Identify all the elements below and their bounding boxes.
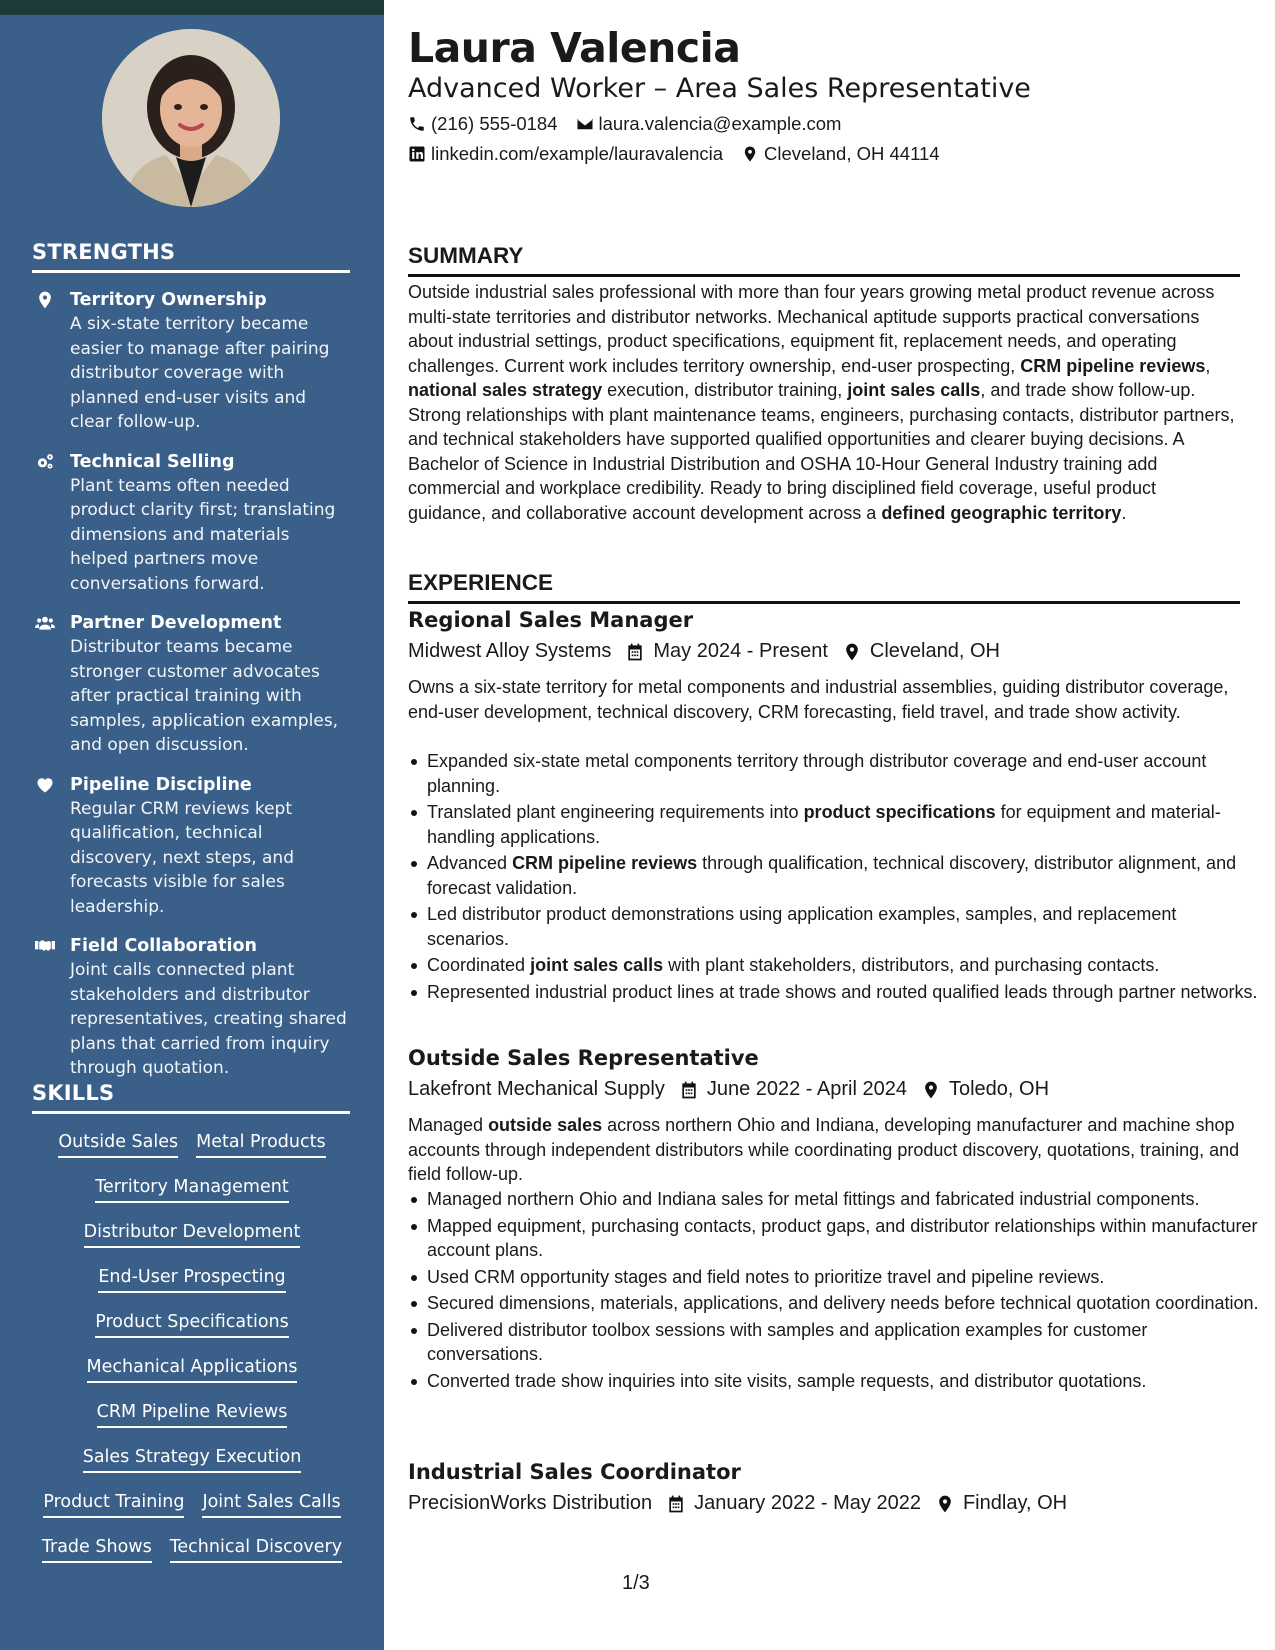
linkedin-icon <box>408 145 426 163</box>
job-bullet: Secured dimensions, materials, applications, and delivery needs before technical quotation coordination. <box>427 1291 1259 1316</box>
skill-tag: CRM Pipeline Reviews <box>97 1400 288 1428</box>
sidebar <box>0 0 384 1650</box>
location-contact <box>741 143 940 165</box>
skills-list <box>22 1130 362 1563</box>
skill-tag: Sales Strategy Execution <box>83 1445 302 1473</box>
linkedin-contact[interactable] <box>408 143 723 165</box>
strengths-heading: STRENGTHS <box>32 240 350 273</box>
phone-contact <box>408 113 558 135</box>
strengths-list <box>32 288 352 1096</box>
summary-text: Outside industrial sales professional with more than four years growing metal product revenue across multi-state territories and distributor networks. Mechanical aptitude supports practical conversations about industrial settings, product specifications, equipment fit, replacement needs, and operating challenges. Current work includes territory ownership, end-user prospecting, CRM pipeline reviews, national sales strategy execution, distributor training, joint sales calls, and trade show follow-up. Strong relationships with plant maintenance teams, engineers, purchasing contacts, distributor partners, and technical stakeholders have supported qualified opportunities and clearer buying decisions. A Bachelor of Science in Industrial Distribution and OSHA 10-Hour General Industry training add commercial and workplace credibility. Ready to bring disciplined field coverage, useful product guidance, and collaborative account development across a defined geographic territory. <box>408 282 1235 523</box>
strength-title: Field Collaboration <box>70 936 257 956</box>
job-company: Lakefront Mechanical Supply <box>408 1078 665 1100</box>
skill-tag: Trade Shows <box>42 1535 152 1563</box>
strength-title: Territory Ownership <box>70 290 267 310</box>
strength-title: Pipeline Discipline <box>70 774 252 795</box>
sidebar-top-strip <box>0 0 384 15</box>
envelope-icon <box>576 115 594 133</box>
job-bullet: Used CRM opportunity stages and field notes to prioritize travel and pipeline reviews. <box>427 1265 1259 1290</box>
skill-tag: Technical Discovery <box>170 1535 342 1563</box>
job-bullet: Coordinated joint sales calls with plant stakeholders, distributors, and purchasing contacts. <box>427 953 1259 978</box>
job-location: Cleveland, OH <box>869 640 1000 662</box>
strength-item <box>32 611 352 758</box>
phone-text: (216) 555-0184 <box>431 113 558 134</box>
job-description: Managed outside sales across northern Ohio and Indiana, developing manufacturer and machine shop accounts through independent distributors while coordinating product discovery, quotations, training, and field follow-up. <box>408 1115 1240 1184</box>
phone-icon <box>408 115 426 133</box>
location-text: Cleveland, OH 44114 <box>764 143 940 164</box>
users-icon <box>32 612 58 634</box>
skill-tag: Outside Sales <box>58 1130 178 1158</box>
job-description: Owns a six-state territory for metal components and industrial assemblies, guiding distributor coverage, end-user development, technical discovery, CRM forecasting, field travel, and trade show activity. <box>408 677 1229 722</box>
contact-row-1 <box>408 113 859 135</box>
strength-description: A six-state territory became easier to manage after pairing distributor coverage with planned end-user visits and clear follow-up. <box>70 314 330 432</box>
gears-icon <box>32 451 58 473</box>
candidate-name: Laura Valencia <box>408 24 741 72</box>
job-bullet: Expanded six-state metal components territory through distributor coverage and end-user account planning. <box>427 749 1259 798</box>
job-dates: June 2022 - April 2024 <box>706 1078 907 1100</box>
map-pin-icon <box>842 642 862 662</box>
job-company: Midwest Alloy Systems <box>408 640 612 662</box>
summary-heading: SUMMARY <box>408 243 1240 277</box>
job-meta <box>408 1078 1049 1101</box>
candidate-title: Advanced Worker – Area Sales Representative <box>408 73 1031 104</box>
strength-description: Regular CRM reviews kept qualification, technical discovery, next steps, and forecasts visible for sales leadership. <box>70 798 294 917</box>
strength-item <box>32 934 352 1081</box>
email-text[interactable]: laura.valencia@example.com <box>598 113 842 134</box>
strength-title: Partner Development <box>70 613 282 633</box>
skill-tag: Product Specifications <box>95 1310 288 1338</box>
page-number: 1/3 <box>622 1572 650 1594</box>
job-bullet: Represented industrial product lines at trade shows and routed qualified leads through partner networks. <box>427 980 1259 1005</box>
job-bullets <box>408 1187 1259 1395</box>
job-location: Toledo, OH <box>948 1078 1050 1100</box>
job-bullet: Converted trade show inquiries into site visits, sample requests, and distributor quotations. <box>427 1369 1259 1394</box>
map-pin-icon <box>32 289 58 311</box>
job-meta <box>408 640 1000 663</box>
job-bullet: Managed northern Ohio and Indiana sales for metal fittings and fabricated industrial components. <box>427 1187 1259 1212</box>
calendar-icon <box>679 1080 699 1100</box>
skill-tag: End-User Prospecting <box>98 1265 285 1293</box>
skill-tag: Product Training <box>43 1490 184 1518</box>
job-bullet: Led distributor product demonstrations using application examples, samples, and replacement scenarios. <box>427 902 1259 951</box>
linkedin-text[interactable]: linkedin.com/example/lauravalencia <box>431 143 724 164</box>
job-title: Outside Sales Representative <box>408 1046 759 1070</box>
map-pin-icon <box>741 145 759 163</box>
heart-icon <box>32 774 58 796</box>
job-company: PrecisionWorks Distribution <box>408 1492 653 1514</box>
skill-tag: Distributor Development <box>84 1220 301 1248</box>
job-bullets <box>408 749 1259 1006</box>
profile-photo-illustration <box>102 29 280 207</box>
job-dates: January 2022 - May 2022 <box>694 1492 921 1514</box>
job-title: Industrial Sales Coordinator <box>408 1460 741 1484</box>
map-pin-icon <box>935 1494 955 1514</box>
job-bullet: Mapped equipment, purchasing contacts, product gaps, and distributor relationships within manufacturer account plans. <box>427 1214 1259 1263</box>
contact-row-2 <box>408 143 958 165</box>
skill-tag: Mechanical Applications <box>87 1355 298 1383</box>
strength-item <box>32 288 352 435</box>
job-location: Findlay, OH <box>962 1492 1068 1514</box>
job-bullet: Delivered distributor toolbox sessions with samples and application examples for customer conversations. <box>427 1318 1259 1367</box>
handshake-icon <box>32 935 58 957</box>
strength-title: Technical Selling <box>70 451 235 472</box>
strength-description: Distributor teams became stronger customer advocates after practical training with samples, application examples, and open discussion. <box>70 637 339 755</box>
strength-item <box>32 450 352 597</box>
calendar-icon <box>625 642 645 662</box>
strength-item <box>32 773 352 920</box>
strength-description: Joint calls connected plant stakeholders and distributor representatives, creating shared plans that carried from inquiry through quotation. <box>70 960 347 1078</box>
profile-photo <box>102 29 280 207</box>
job-bullet: Translated plant engineering requirements into product specifications for equipment and material-handling applications. <box>427 800 1259 849</box>
map-pin-icon <box>921 1080 941 1100</box>
skills-heading: SKILLS <box>32 1081 350 1114</box>
skill-tag: Territory Management <box>95 1175 288 1203</box>
calendar-icon <box>666 1494 686 1514</box>
job-dates: May 2024 - Present <box>653 640 828 662</box>
experience-heading: EXPERIENCE <box>408 570 1240 604</box>
strength-description: Plant teams often needed product clarity first; translating dimensions and materials helped partners move conversations forward. <box>70 475 336 594</box>
job-meta <box>408 1492 1067 1515</box>
skill-tag: Joint Sales Calls <box>202 1490 340 1518</box>
job-bullet: Advanced CRM pipeline reviews through qualification, technical discovery, distributor alignment, and forecast validation. <box>427 851 1259 900</box>
email-contact[interactable] <box>576 113 842 135</box>
job-title: Regional Sales Manager <box>408 608 694 632</box>
skill-tag: Metal Products <box>196 1130 325 1158</box>
